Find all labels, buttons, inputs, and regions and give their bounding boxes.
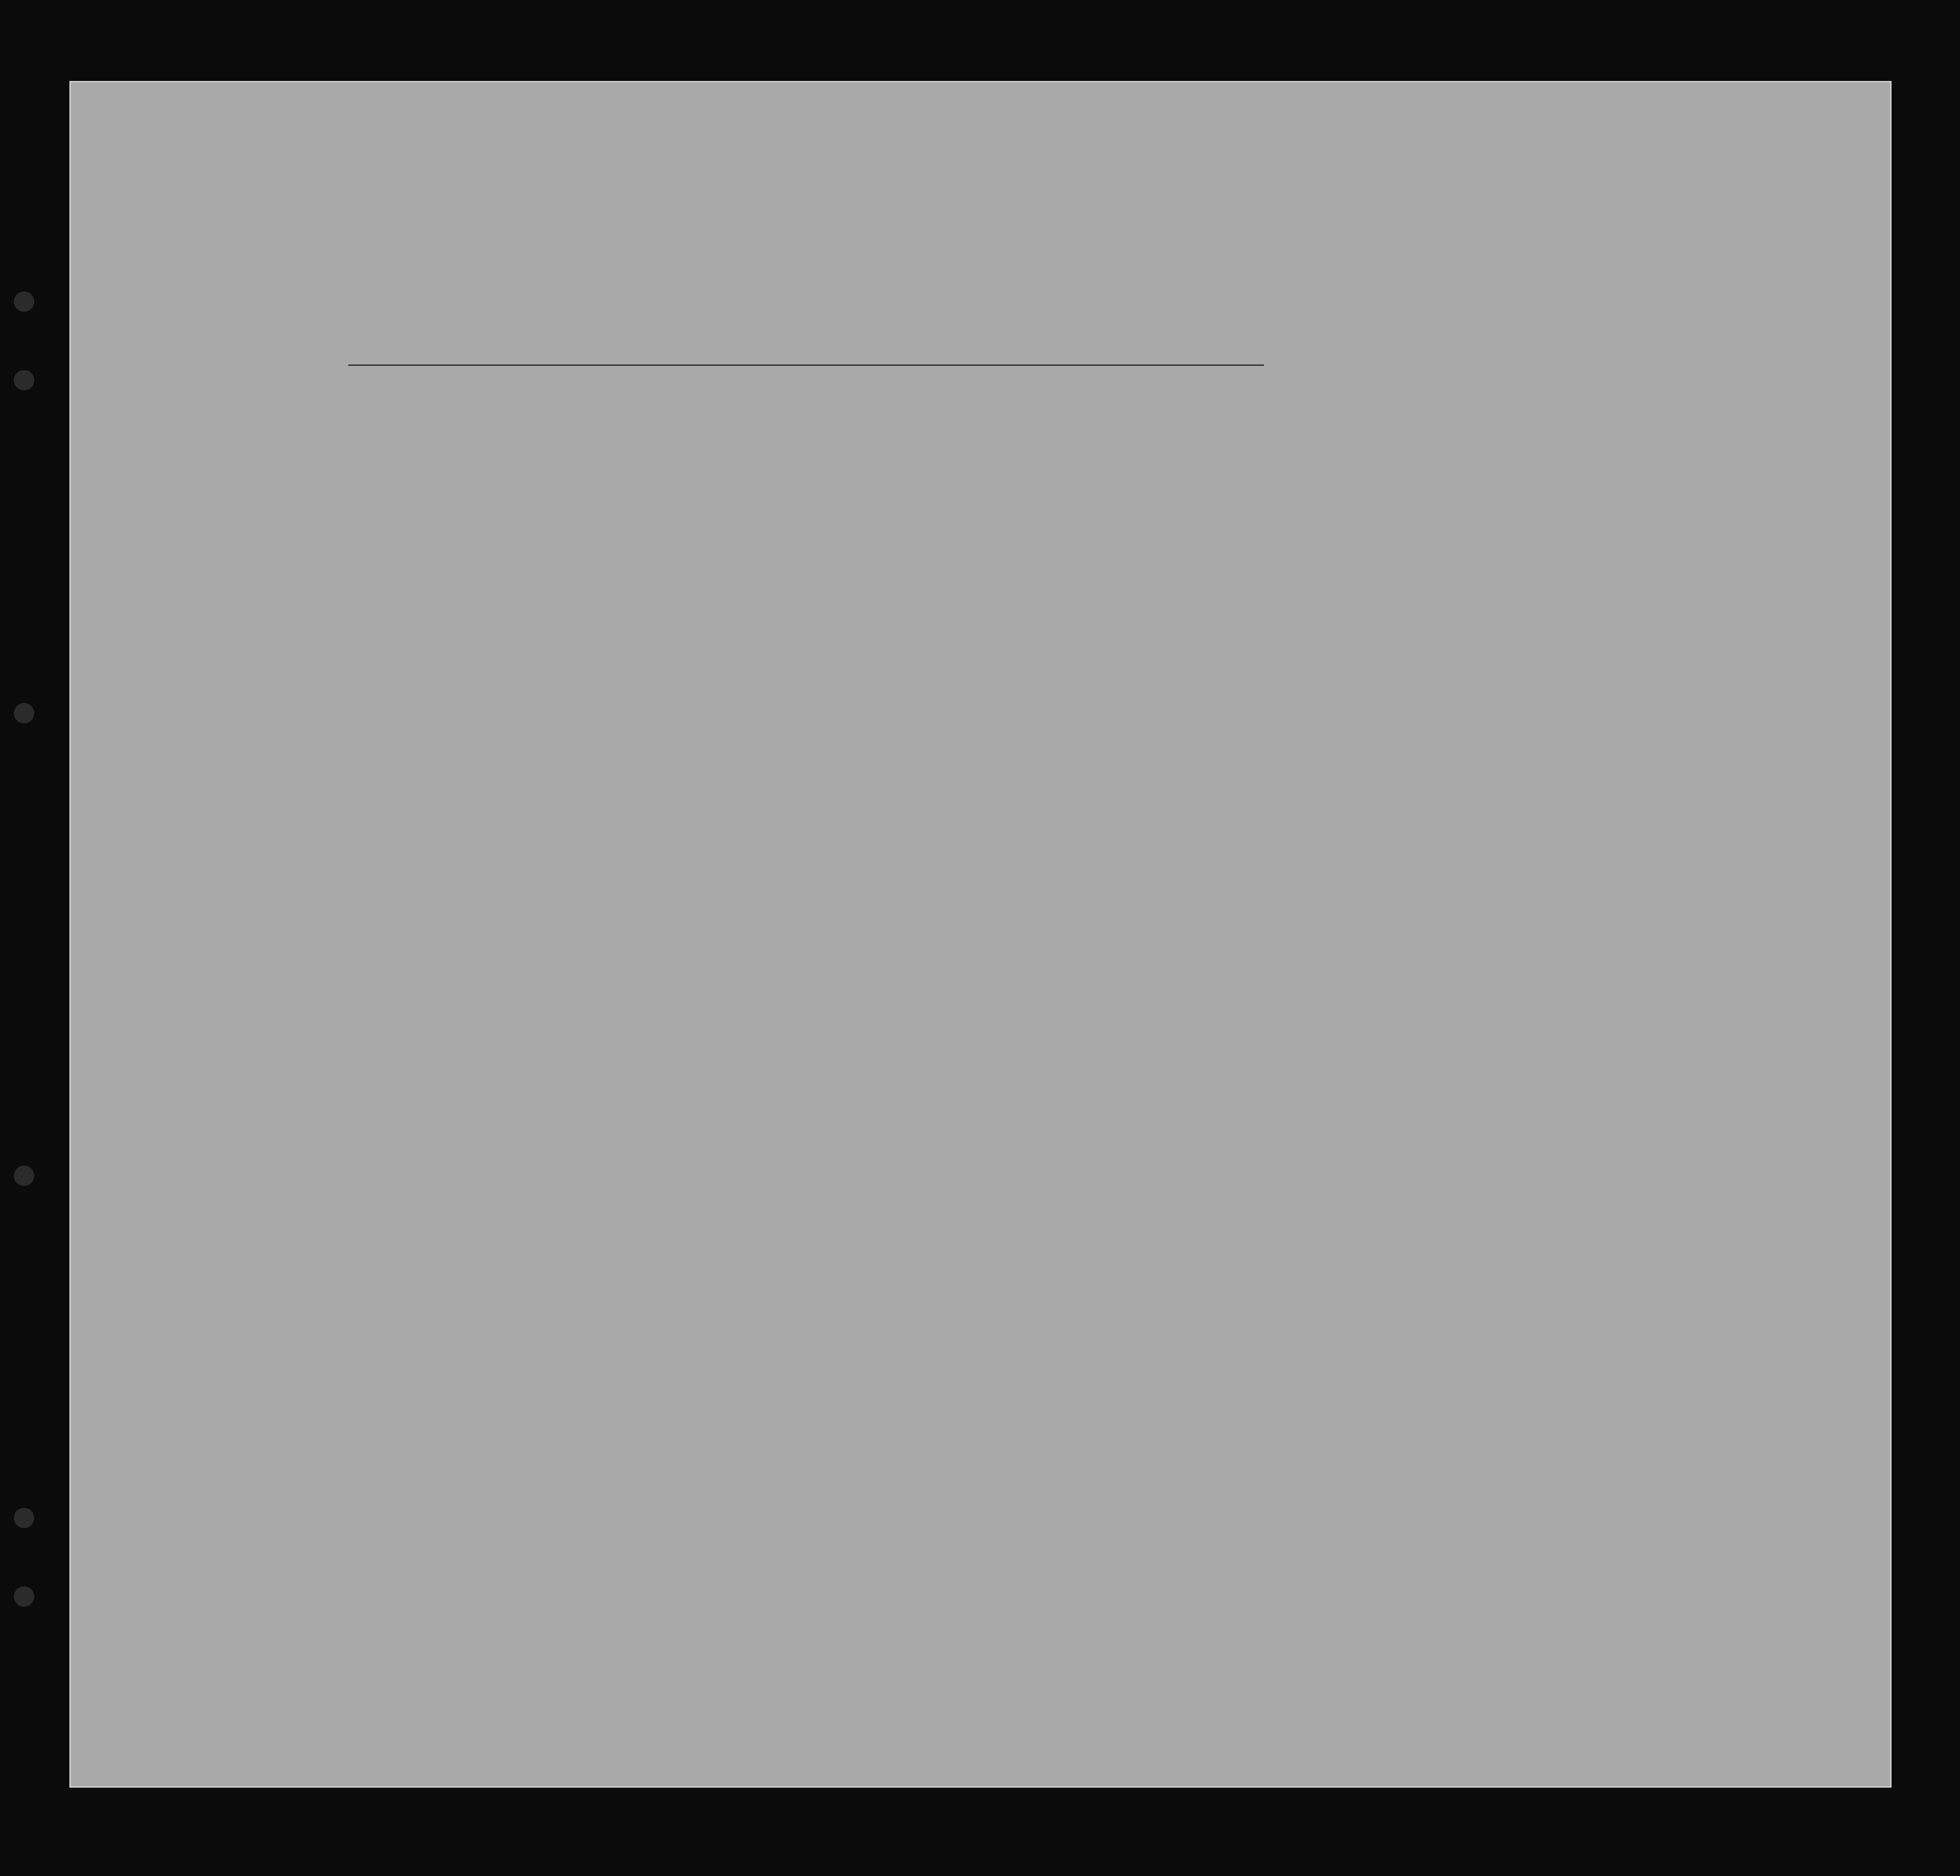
manifest-sheet (69, 81, 1892, 1788)
binder-hole (14, 1586, 34, 1607)
binder-hole (14, 291, 34, 312)
binder-hole (14, 1166, 34, 1186)
binder-hole (14, 370, 34, 390)
binder-hole (14, 1508, 34, 1528)
underline (866, 364, 1264, 366)
binder-hole (14, 703, 34, 723)
underline (348, 364, 917, 366)
